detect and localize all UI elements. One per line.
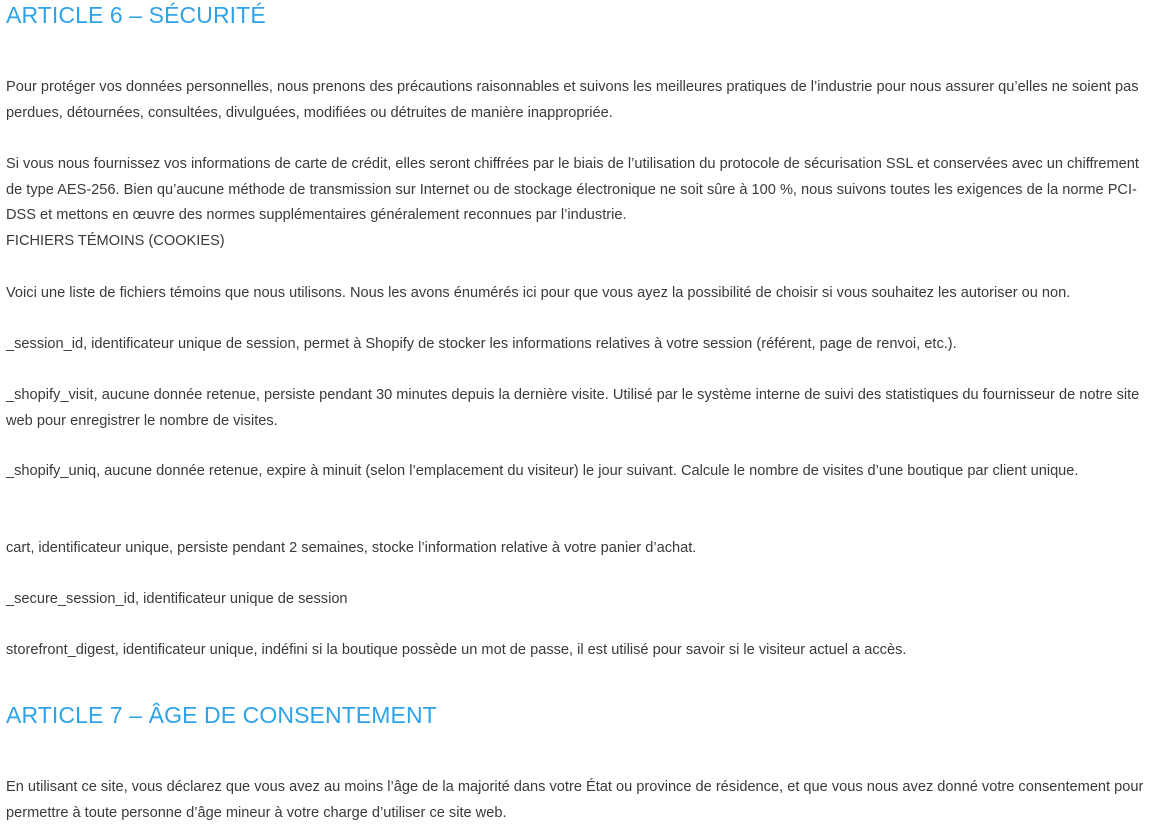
consent-paragraph: En utilisant ce site, vous déclarez que vous avez au moins l’âge de la majorité dans votre État ou province de résidence, et que vous nous avez donné votre consentement pour permettre à toute personne d’âge mineur à votre charge d’utiliser ce site web. [6,779,1144,821]
article-6-heading: ARTICLE 6 – SÉCURITÉ [6,2,266,28]
cookie-cart: cart, identificateur unique, persiste pendant 2 semaines, stocke l’information relative à votre panier d’achat. [6,540,697,556]
credit-card-block [6,152,1146,254]
cookie-session-id: _session_id, identificateur unique de session, permet à Shopify de stocker les informations relatives à votre session (référent, page de renvoi, etc.). [6,336,957,352]
cookie-shopify-visit: _shopify_visit, aucune donnée retenue, persiste pendant 30 minutes depuis la dernière visite. Utilisé par le système interne de suivi des statistiques du fournisseur de notre site web pour enregistrer le nombre de visites. [6,387,1140,429]
article-7-heading: ARTICLE 7 – ÂGE DE CONSENTEMENT [6,702,437,728]
cookies-heading: FICHIERS TÉMOINS (COOKIES) [6,232,225,249]
cookie-secure-session-id: _secure_session_id, identificateur unique de session [6,591,348,607]
cookie-storefront-digest: storefront_digest, identificateur unique, indéfini si la boutique possède un mot de passe, il est utilisé pour savoir si le visiteur actuel a accès. [6,642,907,658]
credit-card-paragraph: Si vous nous fournissez vos informations de carte de crédit, elles seront chiffrées par le biais de l’utilisation du protocole de sécurisation SSL et conservées avec un chiffrement de type AES-256. Bien qu’aucune méthode de transmission sur Internet ou de stockage électronique ne soit sûre à 100 %, nous suivons toutes les exigences de la norme PCI-DSS et mettons en œuvre des normes supplémentaires généralement reconnues par l’industrie. [6,156,1139,223]
cookies-intro-paragraph: Voici une liste de fichiers témoins que nous utilisons. Nous les avons énumérés ici pour que vous ayez la possibilité de choisir si vous souhaitez les autoriser ou non. [6,285,1071,301]
security-paragraph: Pour protéger vos données personnelles, nous prenons des précautions raisonnables et suivons les meilleures pratiques de l’industrie pour nous assurer qu’elles ne soient pas perdues, détournées, consultées, divulguées, modifiées ou détruites de manière inappropriée. [6,79,1139,121]
cookie-shopify-uniq: _shopify_uniq, aucune donnée retenue, expire à minuit (selon l’emplacement du visiteur) le jour suivant. Calcule le nombre de visites d’une boutique par client unique. [6,463,1079,479]
